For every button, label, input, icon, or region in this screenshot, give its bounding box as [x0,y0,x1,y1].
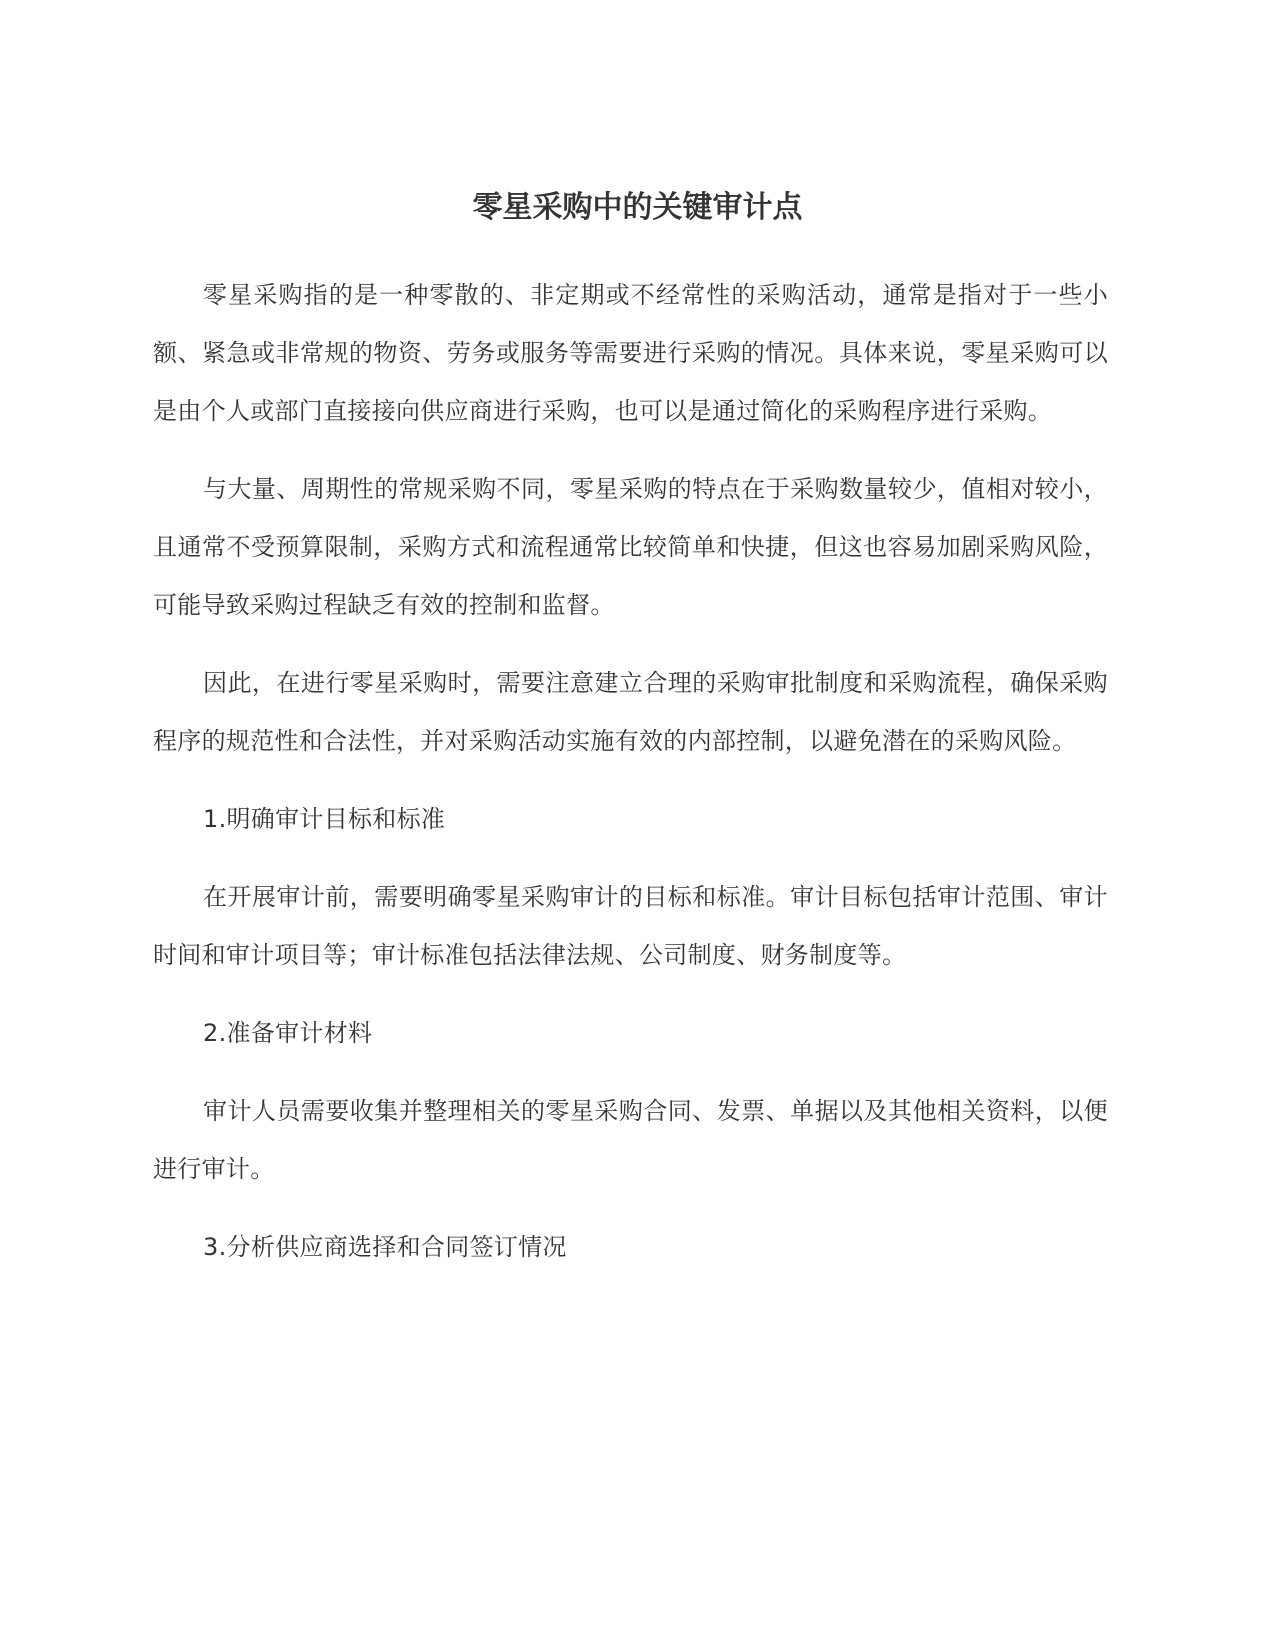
document-title: 零星采购中的关键审计点 [472,190,803,225]
section-heading-2: 2.准备审计材料 [203,1019,373,1047]
paragraph-characteristics: 与大量、周期性的常规采购不同，零星采购的特点在于采购数量较少，值相对较小，且通常不受预算限制，采购方式和流程通常比较简单和快捷，但这也容易加剧采购风险，可能导致采购过程缺乏有效的控制和监督。 [153,475,1108,619]
section-heading-3: 3.分析供应商选择和合同签订情况 [203,1233,567,1261]
document-body [153,266,1108,1296]
paragraph-audit-objectives: 在开展审计前，需要明确零星采购审计的目标和标准。审计目标包括审计范围、审计时间和审计项目等；审计标准包括法律法规、公司制度、财务制度等。 [153,883,1108,969]
section-heading-1: 1.明确审计目标和标准 [203,805,446,833]
paragraph-controls: 因此，在进行零星采购时，需要注意建立合理的采购审批制度和采购流程，确保采购程序的规范性和合法性，并对采购活动实施有效的内部控制，以避免潜在的采购风险。 [153,669,1108,755]
paragraph-audit-materials: 审计人员需要收集并整理相关的零星采购合同、发票、单据以及其他相关资料，以便进行审计。 [153,1097,1108,1183]
paragraph-definition: 零星采购指的是一种零散的、非定期或不经常性的采购活动，通常是指对于一些小额、紧急或非常规的物资、劳务或服务等需要进行采购的情况。具体来说，零星采购可以是由个人或部门直接接向供应商进行采购，也可以是通过简化的采购程序进行采购。 [153,281,1108,425]
